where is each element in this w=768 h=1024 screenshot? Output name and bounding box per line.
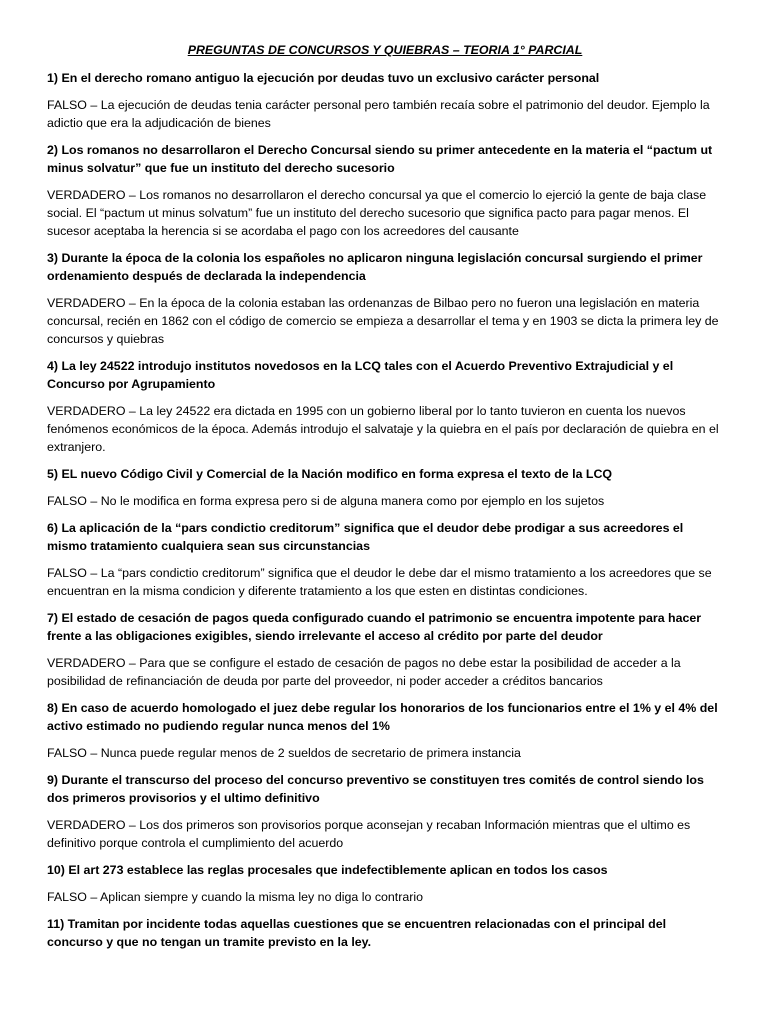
qa-item-10 bbox=[47, 861, 723, 906]
answer-5: FALSO – No le modifica en forma expresa pero si de alguna manera como por ejemplo en los sujetos bbox=[47, 494, 605, 508]
qa-item-9 bbox=[47, 771, 723, 852]
question-9: 9) Durante el transcurso del proceso del concurso preventivo se constituyen tres comités de control siendo los dos primeros provisorios y el ultimo definitivo bbox=[47, 773, 704, 805]
question-1: 1) En el derecho romano antiguo la ejecución por deudas tuvo un exclusivo carácter personal bbox=[47, 71, 600, 85]
question-7: 7) El estado de cesación de pagos queda configurado cuando el patrimonio se encuentra impotente para hacer frente a las obligaciones exigibles, siendo irrelevante el acceso al crédito por parte del deudor bbox=[47, 611, 702, 643]
answer-4: VERDADERO – La ley 24522 era dictada en 1995 con un gobierno liberal por lo tanto tuvieron en cuenta los nuevos fenómenos económicos de la época. Además introdujo el salvataje y la quiebra en el país por declaración de quiebra en el extranjero. bbox=[47, 404, 719, 454]
qa-item-7 bbox=[47, 609, 723, 690]
question-11: 11) Tramitan por incidente todas aquellas cuestiones que se encuentren relacionadas con el principal del concurso y que no tengan un tramite previsto en la ley. bbox=[47, 917, 667, 949]
qa-item-1 bbox=[47, 69, 723, 132]
answer-10: FALSO – Aplican siempre y cuando la misma ley no diga lo contrario bbox=[47, 890, 424, 904]
qa-item-3 bbox=[47, 249, 723, 348]
answer-6: FALSO – La “pars condictio creditorum” significa que el deudor le debe dar el mismo tratamiento a los acreedores que se encuentran en la misma condicion y diferente tratamiento a los que esten en distintas condiciones. bbox=[47, 566, 712, 598]
question-8: 8) En caso de acuerdo homologado el juez debe regular los honorarios de los funcionarios entre el 1% y el 4% del activo estimado no pudiendo regular nunca menos del 1% bbox=[47, 701, 718, 733]
answer-2: VERDADERO – Los romanos no desarrollaron el derecho concursal ya que el comercio lo ejerció la gente de baja clase social. El “pactum ut minus solvatum” fue un instituto del derecho sucesorio que significa pacto para pagar menos. El sucesor aceptaba la herencia si se acordaba el pago con los acreedores del causante bbox=[47, 188, 707, 238]
question-6: 6) La aplicación de la “pars condictio creditorum” significa que el deudor debe prodigar a sus acreedores el mismo tratamiento cualquiera sean sus circunstancias bbox=[47, 521, 684, 553]
document-page bbox=[47, 42, 723, 960]
qa-item-8 bbox=[47, 699, 723, 762]
answer-1: FALSO – La ejecución de deudas tenia carácter personal pero también recaía sobre el patrimonio del deudor. Ejemplo la adictio que era la adjudicación de bienes bbox=[47, 98, 710, 130]
document-title: PREGUNTAS DE CONCURSOS Y QUIEBRAS – TEORIA 1° PARCIAL bbox=[187, 43, 583, 57]
qa-item-6 bbox=[47, 519, 723, 600]
question-5: 5) EL nuevo Código Civil y Comercial de la Nación modifico en forma expresa el texto de la LCQ bbox=[47, 467, 613, 481]
answer-7: VERDADERO – Para que se configure el estado de cesación de pagos no debe estar la posibilidad de acceder a la posibilidad de refinanciación de deuda por parte del proveedor, ni poder acceder a créditos bancarios bbox=[47, 656, 681, 688]
qa-item-4 bbox=[47, 357, 723, 456]
qa-item-5 bbox=[47, 465, 723, 510]
answer-9: VERDADERO – Los dos primeros son provisorios porque aconsejan y recaban Información mientras que el ultimo es definitivo porque controla el cumplimiento del acuerdo bbox=[47, 818, 691, 850]
question-3: 3) Durante la época de la colonia los españoles no aplicaron ninguna legislación concursal surgiendo el primer ordenamiento después de declarada la independencia bbox=[47, 251, 703, 283]
qa-item-2 bbox=[47, 141, 723, 240]
answer-8: FALSO – Nunca puede regular menos de 2 sueldos de secretario de primera instancia bbox=[47, 746, 521, 760]
question-4: 4) La ley 24522 introdujo institutos novedosos en la LCQ tales con el Acuerdo Preventivo Extrajudicial y el Concurso por Agrupamiento bbox=[47, 359, 674, 391]
answer-3: VERDADERO – En la época de la colonia estaban las ordenanzas de Bilbao pero no fueron una legislación en materia concursal, recién en 1862 con el código de comercio se empieza a desarrollar el tema y en 1903 se dicta la primera ley de concursos y quiebras bbox=[47, 296, 719, 346]
question-2: 2) Los romanos no desarrollaron el Derecho Concursal siendo su primer antecedente en la materia el “pactum ut minus solvatur” que fue un instituto del derecho sucesorio bbox=[47, 143, 713, 175]
qa-item-11 bbox=[47, 915, 723, 951]
question-10: 10) El art 273 establece las reglas procesales que indefectiblemente aplican en todos los casos bbox=[47, 863, 608, 877]
